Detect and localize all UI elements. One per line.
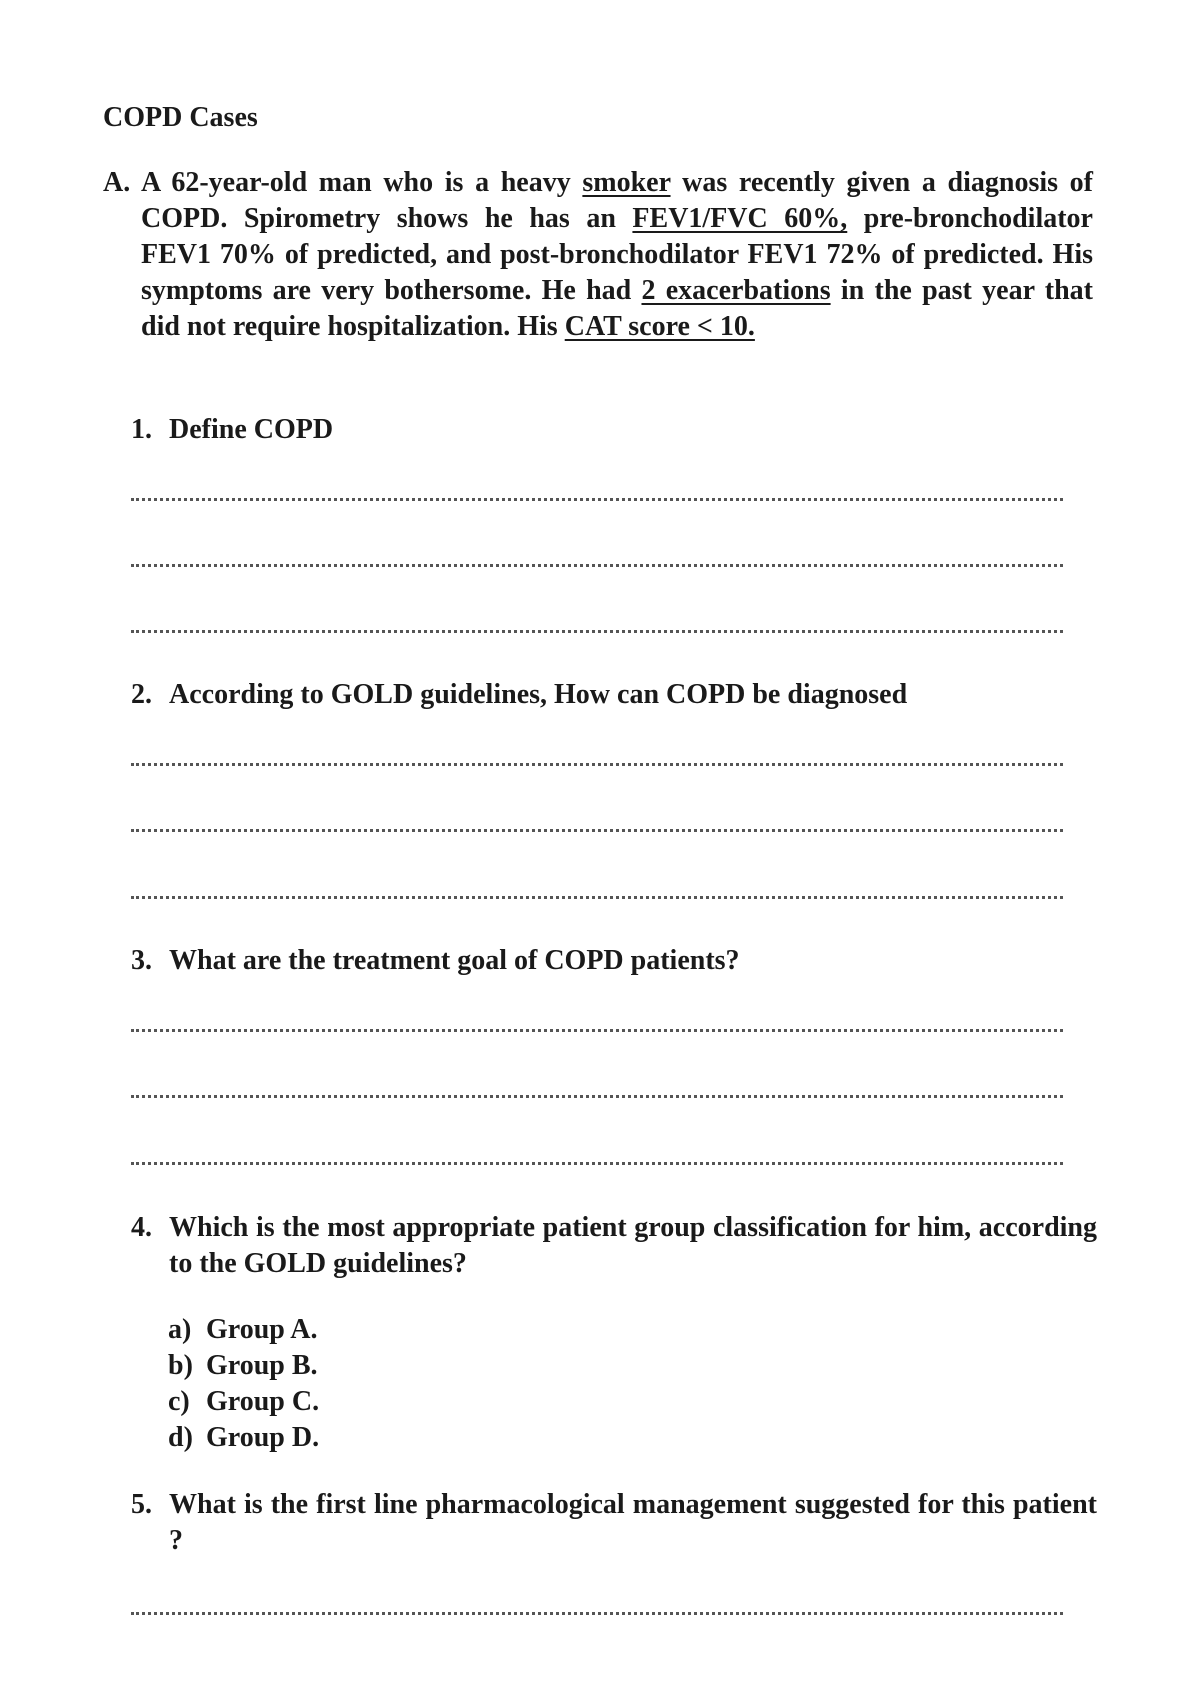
option-d[interactable]	[168, 1420, 319, 1456]
case-text-segment: pre-bronchodilator FEV1 70% of predicted, and post-bronchodilator FEV1 72% of predicted. His symptoms are very bothersome. He had	[141, 203, 1093, 306]
option-a[interactable]	[168, 1312, 318, 1348]
underlined-exacerbations: 2 exacerbations	[641, 275, 831, 306]
option-letter: a)	[168, 1314, 192, 1345]
question-text: What is the first line pharmacological management suggested for this patient ?	[169, 1489, 1097, 1556]
case-label: A.	[103, 167, 131, 198]
answer-line[interactable]	[131, 1095, 1063, 1098]
case-text-segment: A 62-year-old man who is a heavy	[141, 167, 583, 198]
question-number: 4.	[131, 1212, 152, 1243]
question-4	[131, 1210, 1097, 1282]
question-1	[131, 412, 1097, 448]
question-2	[131, 677, 1097, 713]
answer-line[interactable]	[131, 896, 1063, 899]
answer-line[interactable]	[131, 498, 1063, 501]
option-c[interactable]	[168, 1384, 319, 1420]
case-text-segment: was recently given a diagnosis of COPD. Spirometry shows he has an	[141, 167, 1093, 234]
answer-line[interactable]	[131, 1612, 1063, 1615]
case-description	[141, 165, 1093, 345]
case-a	[103, 165, 1093, 345]
question-number: 5.	[131, 1489, 152, 1520]
underlined-cat-score: CAT score < 10.	[564, 311, 755, 342]
question-5	[131, 1487, 1097, 1559]
answer-line[interactable]	[131, 630, 1063, 633]
option-letter: d)	[168, 1422, 193, 1453]
answer-line[interactable]	[131, 763, 1063, 766]
option-text: Group A.	[206, 1314, 318, 1345]
answer-line[interactable]	[131, 829, 1063, 832]
question-number: 1.	[131, 414, 152, 445]
answer-line[interactable]	[131, 564, 1063, 567]
option-text: Group C.	[206, 1386, 320, 1417]
document-title: COPD Cases	[103, 102, 258, 133]
option-letter: b)	[168, 1350, 193, 1381]
option-text: Group D.	[206, 1422, 320, 1453]
option-b[interactable]	[168, 1348, 318, 1384]
question-number: 2.	[131, 679, 152, 710]
question-text: Which is the most appropriate patient group classification for him, according to the GOLD guidelines?	[169, 1212, 1097, 1279]
option-text: Group B.	[206, 1350, 318, 1381]
underlined-smoker: smoker	[582, 167, 671, 198]
answer-line[interactable]	[131, 1029, 1063, 1032]
option-letter: c)	[168, 1386, 190, 1417]
question-text: What are the treatment goal of COPD patients?	[169, 945, 740, 976]
question-text: According to GOLD guidelines, How can COPD be diagnosed	[169, 679, 908, 710]
answer-line[interactable]	[131, 1162, 1063, 1165]
underlined-fev1-fvc: FEV1/FVC 60%,	[632, 203, 848, 234]
question-3	[131, 943, 1097, 979]
question-number: 3.	[131, 945, 152, 976]
case-text-segment: in the past year that did not require hospitalization. His	[141, 275, 1093, 342]
question-text: Define COPD	[169, 414, 334, 445]
